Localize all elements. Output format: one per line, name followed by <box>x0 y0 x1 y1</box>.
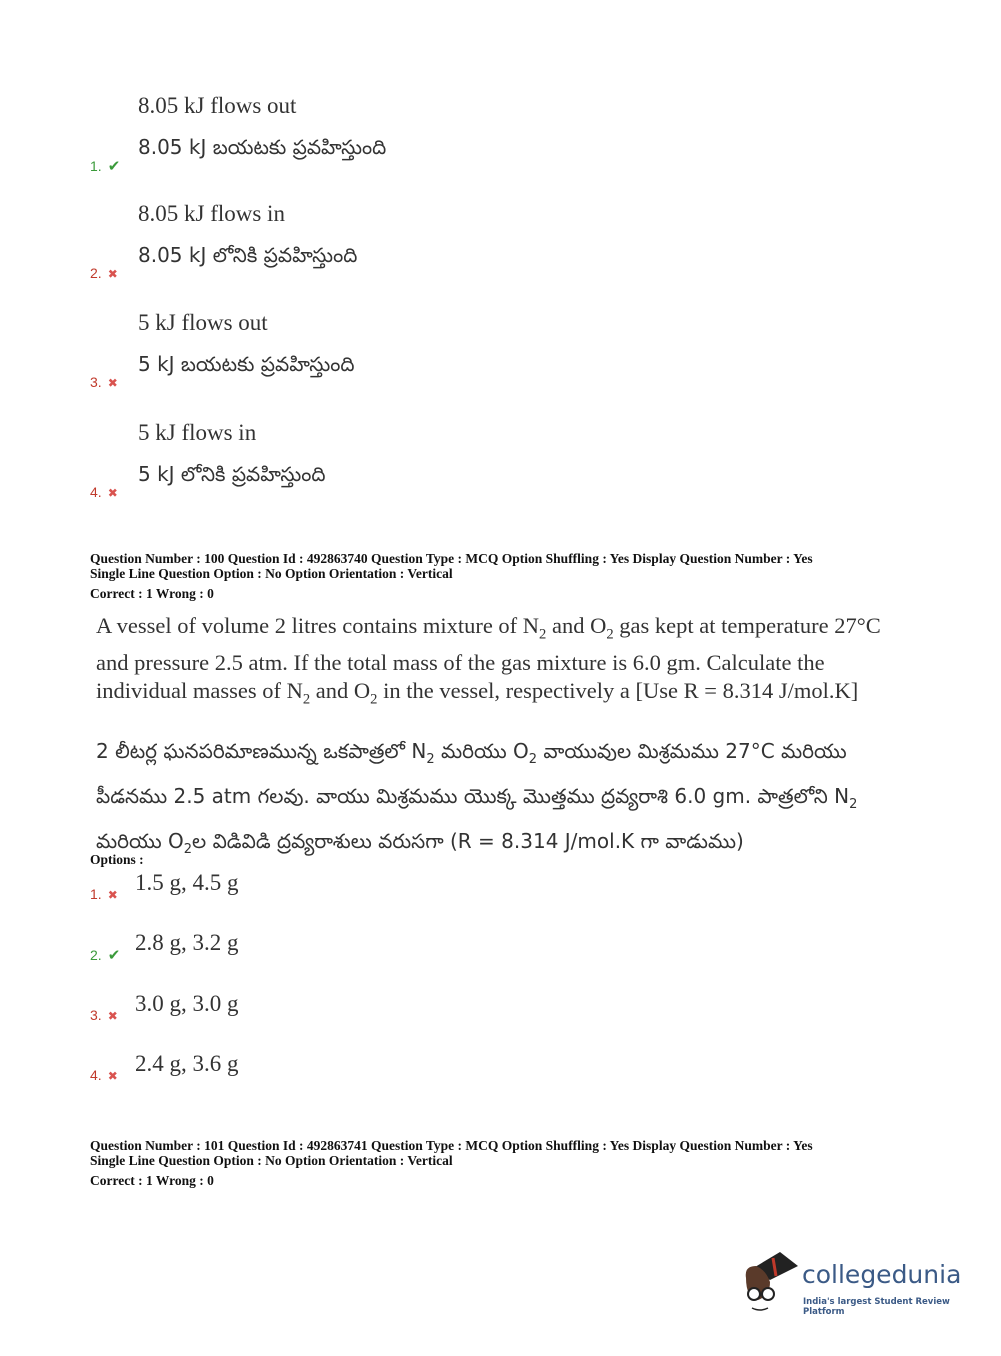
option-text-telugu: 8.05 kJ బయటకు ప్రవహిస్తుంది <box>138 135 387 159</box>
option-number: 3. <box>90 1007 102 1023</box>
text-segment: వాయువుల మిశ్రమము 27°C మరియు పీడనము 2.5 atm గలవు. వాయు మిశ్రమము యొక్క మొత్తము ద్రవ్యరాశి 6.0 gm. పాత్రలోని N <box>96 739 850 808</box>
option-text-english: 8.05 kJ flows out <box>138 93 297 118</box>
option-marker <box>90 265 118 281</box>
option-number: 2. <box>90 265 102 281</box>
option-text-english: 5 kJ flows in <box>138 420 257 445</box>
text-segment: A vessel of volume 2 litres contains mixture of N <box>96 613 540 638</box>
score-line: Correct : 1 Wrong : 0 <box>90 586 214 601</box>
subscript: 2 <box>539 626 547 643</box>
option-marker <box>90 1067 118 1083</box>
subscript: 2 <box>302 691 311 707</box>
subscript: 2 <box>370 691 378 707</box>
meta-line-2: Single Line Question Option : No Option Orientation : Vertical <box>90 1153 453 1168</box>
checkmark-icon: ✔ <box>107 947 121 964</box>
text-segment: 2 లీటర్ల ఘనపరిమాణమున్న ఒకపాత్రలో N <box>96 739 427 763</box>
score-line: Correct : 1 Wrong : 0 <box>90 1173 214 1188</box>
option-text-english: 5 kJ flows out <box>138 310 268 335</box>
subscript: 2 <box>606 626 614 643</box>
subscript: 2 <box>183 842 193 857</box>
option-text-telugu: 5 kJ బయటకు ప్రవహిస్తుంది <box>138 352 355 376</box>
meta-line-1: Question Number : 101 Question Id : 492863741 Question Type : MCQ Option Shuffling : Yes Display Question Number : Yes <box>90 1138 813 1153</box>
option-number: 4. <box>90 1067 102 1083</box>
text-segment: ల విడివిడి ద్రవ్యరాశులు వరుసగా (R = 8.314 J/mol.K గా వాడుము) <box>192 829 744 853</box>
option-number: 3. <box>90 374 102 390</box>
meta-line-2: Single Line Question Option : No Option Orientation : Vertical <box>90 566 453 581</box>
subscript: 2 <box>426 752 435 767</box>
cross-icon: ✖ <box>107 1009 118 1023</box>
option-number: 1. <box>90 886 102 902</box>
option-number: 2. <box>90 947 102 963</box>
option-text: 2.8 g, 3.2 g <box>135 930 239 955</box>
option-text-telugu: 5 kJ లోనికి ప్రవహిస్తుంది <box>138 462 326 486</box>
option-marker <box>90 1007 118 1023</box>
brand-tagline: India's largest Student Review Platform <box>803 1297 950 1317</box>
meta-line-1: Question Number : 100 Question Id : 492863740 Question Type : MCQ Option Shuffling : Yes Display Question Number : Yes <box>90 551 813 566</box>
option-text-telugu: 8.05 kJ లోనికి ప్రవహిస్తుంది <box>138 243 358 267</box>
subscript: 2 <box>849 797 858 812</box>
options-label: Options : <box>90 852 144 867</box>
option-marker <box>90 946 120 964</box>
question-101-meta <box>90 1138 813 1188</box>
option-text: 1.5 g, 4.5 g <box>135 870 239 895</box>
option-marker <box>90 886 118 902</box>
option-number: 4. <box>90 484 102 500</box>
option-number: 1. <box>90 158 102 174</box>
collegedunia-logo <box>740 1248 970 1318</box>
text-segment: మరియు O <box>96 829 184 853</box>
question-text-telugu <box>96 733 896 868</box>
text-segment: and O <box>546 613 607 638</box>
checkmark-icon: ✔ <box>107 158 121 175</box>
brand-name: collegedunia <box>802 1260 962 1289</box>
option-marker <box>90 374 118 390</box>
question-text-english <box>96 612 896 713</box>
cross-icon: ✖ <box>107 888 118 902</box>
text-segment: మరియు O <box>434 739 529 763</box>
cross-icon: ✖ <box>107 267 118 281</box>
question-100-meta <box>90 551 813 601</box>
option-text: 2.4 g, 3.6 g <box>135 1051 239 1076</box>
text-segment: gas kept at temperature 27°C and pressure 2.5 atm. If the total mass of the gas mixture is 6.0 gm. Calculate the individual masses of N <box>96 613 881 703</box>
option-text: 3.0 g, 3.0 g <box>135 991 239 1016</box>
option-text-english: 8.05 kJ flows in <box>138 201 285 226</box>
cross-icon: ✖ <box>107 1069 118 1083</box>
subscript: 2 <box>528 752 538 767</box>
option-marker <box>90 157 120 175</box>
cross-icon: ✖ <box>107 376 118 390</box>
mascot-icon <box>740 1248 800 1318</box>
text-segment: in the vessel, respectively a [Use R = 8.314 J/mol.K] <box>377 677 859 703</box>
text-segment: and O <box>310 677 371 703</box>
option-marker <box>90 484 118 500</box>
cross-icon: ✖ <box>107 486 118 500</box>
